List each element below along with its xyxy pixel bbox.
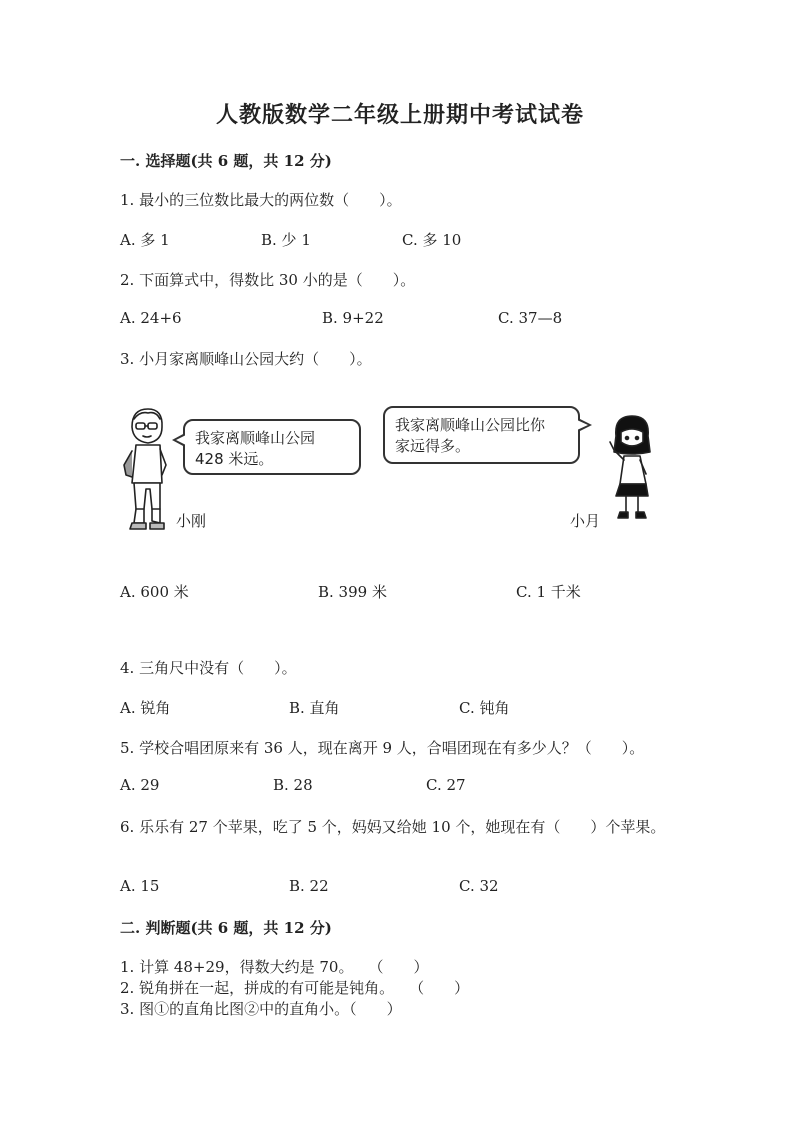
q4-option-a: A. 锐角 bbox=[120, 699, 171, 717]
question-5: 5. 学校合唱团原来有 36 人，现在离开 9 人，合唱团现在有多少人？（ ）。 bbox=[120, 739, 645, 757]
q3-option-b: B. 399 米 bbox=[318, 583, 387, 601]
q4-option-c: C. 钝角 bbox=[459, 699, 510, 717]
page-title: 人教版数学二年级上册期中考试试卷 bbox=[215, 102, 584, 128]
boy-speech-line-2: 428 米远。 bbox=[195, 450, 274, 468]
girl-speech-bubble bbox=[383, 406, 580, 464]
section-heading-judgment: 二. 判断题(共 6 题，共 12 分) bbox=[120, 919, 332, 937]
judgment-item-3: 3. 图①的直角比图②中的直角小。（ ） bbox=[120, 1000, 402, 1018]
q5-option-c: C. 27 bbox=[426, 776, 466, 794]
q6-option-a: A. 15 bbox=[120, 877, 160, 895]
q3-option-a: A. 600 米 bbox=[120, 583, 189, 601]
question-3: 3. 小月家离顺峰山公园大约（ ）。 bbox=[120, 350, 372, 368]
q5-option-b: B. 28 bbox=[273, 776, 313, 794]
q6-option-c: C. 32 bbox=[459, 877, 499, 895]
q2-option-a: A. 24+6 bbox=[120, 309, 182, 327]
question-1: 1. 最小的三位数比最大的两位数（ ）。 bbox=[120, 191, 402, 209]
section-heading-choice: 一. 选择题(共 6 题，共 12 分) bbox=[120, 152, 332, 170]
boy-illustration bbox=[118, 405, 176, 535]
question-4: 4. 三角尺中没有（ ）。 bbox=[120, 659, 297, 677]
q1-option-a: A. 多 1 bbox=[120, 231, 170, 249]
q4-option-b: B. 直角 bbox=[289, 699, 340, 717]
boy-speech-line-1: 我家离顺峰山公园 bbox=[195, 429, 316, 447]
q1-option-c: C. 多 10 bbox=[402, 231, 462, 249]
q1-option-b: B. 少 1 bbox=[261, 231, 311, 249]
boy-name-label: 小刚 bbox=[176, 512, 207, 530]
judgment-item-2: 2. 锐角拼在一起，拼成的有可能是钝角。 （ ） bbox=[120, 979, 470, 997]
q5-option-a: A. 29 bbox=[120, 776, 160, 794]
q6-option-b: B. 22 bbox=[289, 877, 329, 895]
boy-speech-bubble bbox=[183, 419, 361, 475]
question-2: 2. 下面算式中，得数比 30 小的是（ ）。 bbox=[120, 271, 416, 289]
girl-speech-line-2: 家远得多。 bbox=[395, 437, 471, 455]
q2-option-b: B. 9+22 bbox=[322, 309, 384, 327]
girl-name-label: 小月 bbox=[570, 512, 601, 530]
girl-speech-line-1: 我家离顺峰山公园比你 bbox=[395, 416, 546, 434]
question-6: 6. 乐乐有 27 个苹果，吃了 5 个，妈妈又给她 10 个，她现在有（ ）个苹果。 bbox=[120, 818, 666, 836]
q2-option-c: C. 37—8 bbox=[498, 309, 563, 327]
girl-illustration bbox=[606, 412, 658, 524]
q3-option-c: C. 1 千米 bbox=[516, 583, 581, 601]
judgment-item-1: 1. 计算 48+29，得数大约是 70。 （ ） bbox=[120, 958, 429, 976]
